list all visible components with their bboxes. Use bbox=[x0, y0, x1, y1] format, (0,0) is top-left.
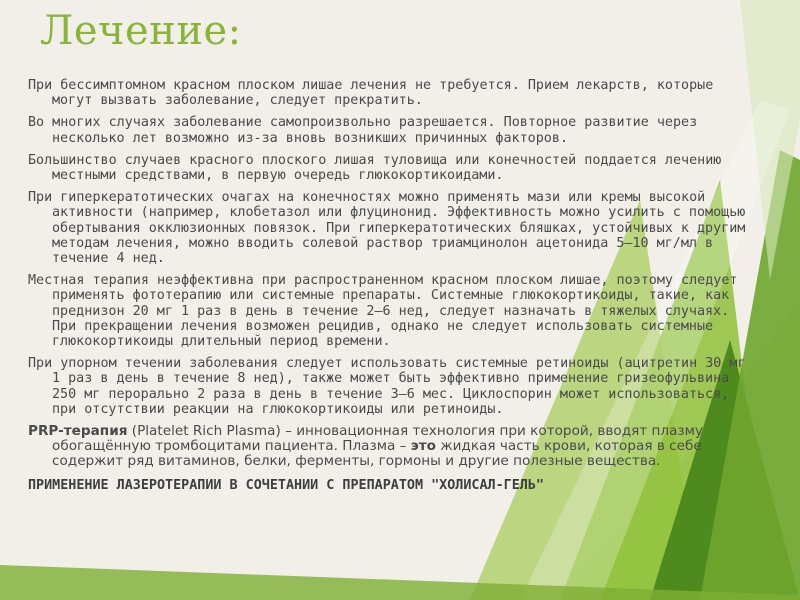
paragraph-prp bbox=[28, 424, 756, 470]
slide-title: Лечение: bbox=[40, 8, 242, 54]
prp-term: PRP-терапия bbox=[28, 423, 128, 440]
prp-text-1: ) – инновационная технология при которой, вводят плазму обогащённую тромбоцитами пациента. Плазма – bbox=[52, 423, 703, 455]
paragraph-spontaneous-resolution: Во многих случаях заболевание самопроизвольно разрешается. Повторное развитие через несколько лет возможно из-за вновь возникших причинных факторов. bbox=[28, 115, 698, 146]
slide-content bbox=[28, 78, 756, 500]
paragraph-retinoids: При упорном течении заболевания следует использовать системные ретиноиды (ацитретин 30 мг 1 раз в день в течение 8 нед), также может быть эффективно применение гризеофульвина 250 мг перорально 2 раза в день в течение 3—6 мес. Циклоспорин может использоваться, при отсутствии реакции на глюкокортикоиды или ретиноиды. bbox=[28, 356, 746, 417]
paragraph-hyperkeratotic: При гиперкератотических очагах на конечностях можно применять мази или кремы высокой активности (например, клобетазол или флуцинонид. Эффективность можно усилить с помощью обертывания окклюзионных повязок. При гиперкератотических бляшках, устойчивых к другим методам лечения, можно вводить солевой раствор триамцинолон ацетонида 5—10 мг/мл в течение 4 нед. bbox=[28, 190, 746, 267]
prp-open: ( bbox=[127, 423, 138, 440]
prp-expansion: Platelet Rich Plasma bbox=[137, 423, 276, 440]
prp-text-2: жидкая часть крови, которая в себе содержит ряд витаминов, белки, ферменты, гормоны и другие полезные вещества. bbox=[52, 438, 702, 470]
paragraph-laser-therapy: ПРИМЕНЕНИЕ ЛАЗЕРОТЕРАПИИ В СОЧЕТАНИИ С ПРЕПАРАТОМ "ХОЛИСАЛ-ГЕЛЬ" bbox=[28, 477, 544, 493]
paragraph-systemic-therapy: Местная терапия неэффективна при распространенном красном плоском лишае, поэтому следует применять фототерапию или системные препараты. Системные глюкокортикоиды, такие, как преднизон 20 мг 1 раз в день в течение 2—6 нед, следует назначать в тяжелых случаях. При прекращении лечения возможен рецидив, однако не следует использовать системные глюкокортикоиды длительный период времени. bbox=[28, 273, 738, 350]
prp-emphasis: это bbox=[410, 438, 437, 455]
paragraph-local-treatment: Большинство случаев красного плоского лишая туловища или конечностей поддается лечению местными средствами, в первую очередь глюкокортикоидами. bbox=[28, 152, 722, 184]
paragraph-asymptomatic: При бессимптомном красном плоском лишае лечения не требуется. Прием лекарств, которые могут вызвать заболевание, следует прекратить. bbox=[28, 78, 714, 109]
